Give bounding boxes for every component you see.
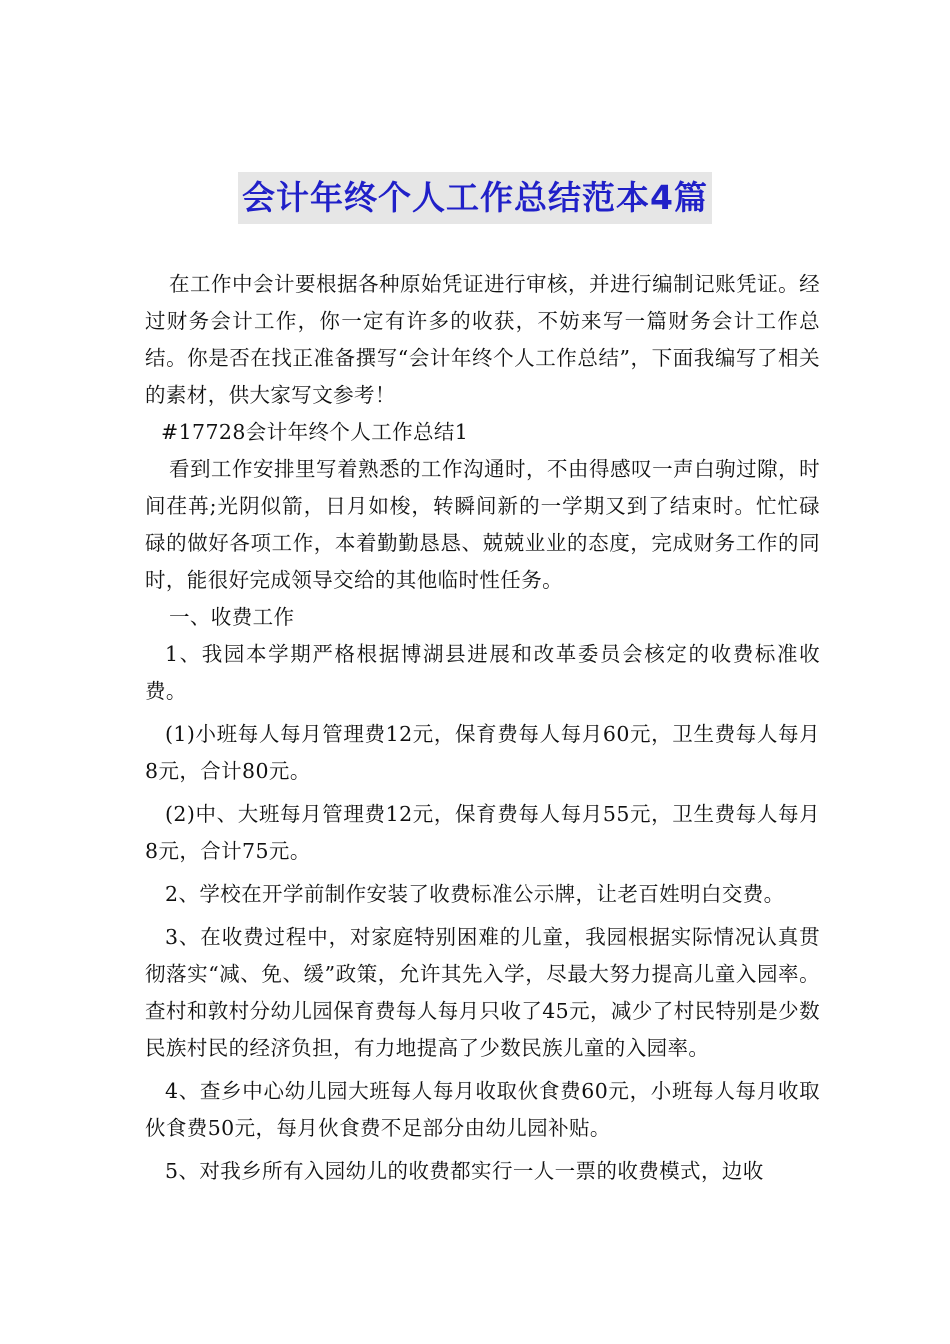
- section-heading-1: #17728会计年终个人工作总结1: [161, 420, 469, 444]
- list-item-1: 1、我园本学期严格根据博湖县进展和改革委员会核定的收费标准收费。: [145, 642, 820, 703]
- list-item-2: 2、学校在开学前制作安装了收费标准公示牌，让老百姓明白交费。: [165, 882, 785, 906]
- list-item-3: 3、在收费过程中，对家庭特别困难的儿童，我园根据实际情况认真贯彻落实“减、免、缓”政策，允许其先入学，尽最大努力提高儿童入园率。查村和敦村分幼儿园保育费每人每月只收了45元，减少了村民特别是少数民族村民的经济负担，有力地提高了少数民族儿童的入园率。: [145, 925, 820, 1060]
- intro-paragraph: 在工作中会计要根据各种原始凭证进行审核，并进行编制记账凭证。经过财务会计工作，你一定有许多的收获，不妨来写一篇财务会计工作总结。你是否在找正准备撰写“会计年终个人工作总结”，下面我编写了相关的素材，供大家写文参考！: [145, 272, 820, 407]
- list-item-1-sub-2: (2)中、大班每月管理费12元，保育费每人每月55元，卫生费每人每月8元，合计75元。: [145, 802, 820, 863]
- paragraph: 看到工作安排里写着熟悉的工作沟通时，不由得感叹一声白驹过隙，时间荏苒;光阴似箭，日月如梭，转瞬间新的一学期又到了结束时。忙忙碌碌的做好各项工作，本着勤勤恳恳、兢兢业业的态度，完成财务工作的同时，能很好完成领导交给的其他临时性任务。: [145, 457, 820, 592]
- subheading-fee-work: 一、收费工作: [169, 605, 295, 629]
- title-container: [0, 172, 950, 224]
- document-body: [145, 266, 820, 1190]
- list-item-4: 4、查乡中心幼儿园大班每人每月收取伙食费60元，小班每人每月收取伙食费50元，每月伙食费不足部分由幼儿园补贴。: [145, 1079, 820, 1140]
- document-title: 会计年终个人工作总结范本4篇: [238, 172, 712, 224]
- list-item-5: 5、对我乡所有入园幼儿的收费都实行一人一票的收费模式，边收: [165, 1159, 764, 1183]
- list-item-1-sub-1: (1)小班每人每月管理费12元，保育费每人每月60元，卫生费每人每月8元，合计80元。: [145, 722, 820, 783]
